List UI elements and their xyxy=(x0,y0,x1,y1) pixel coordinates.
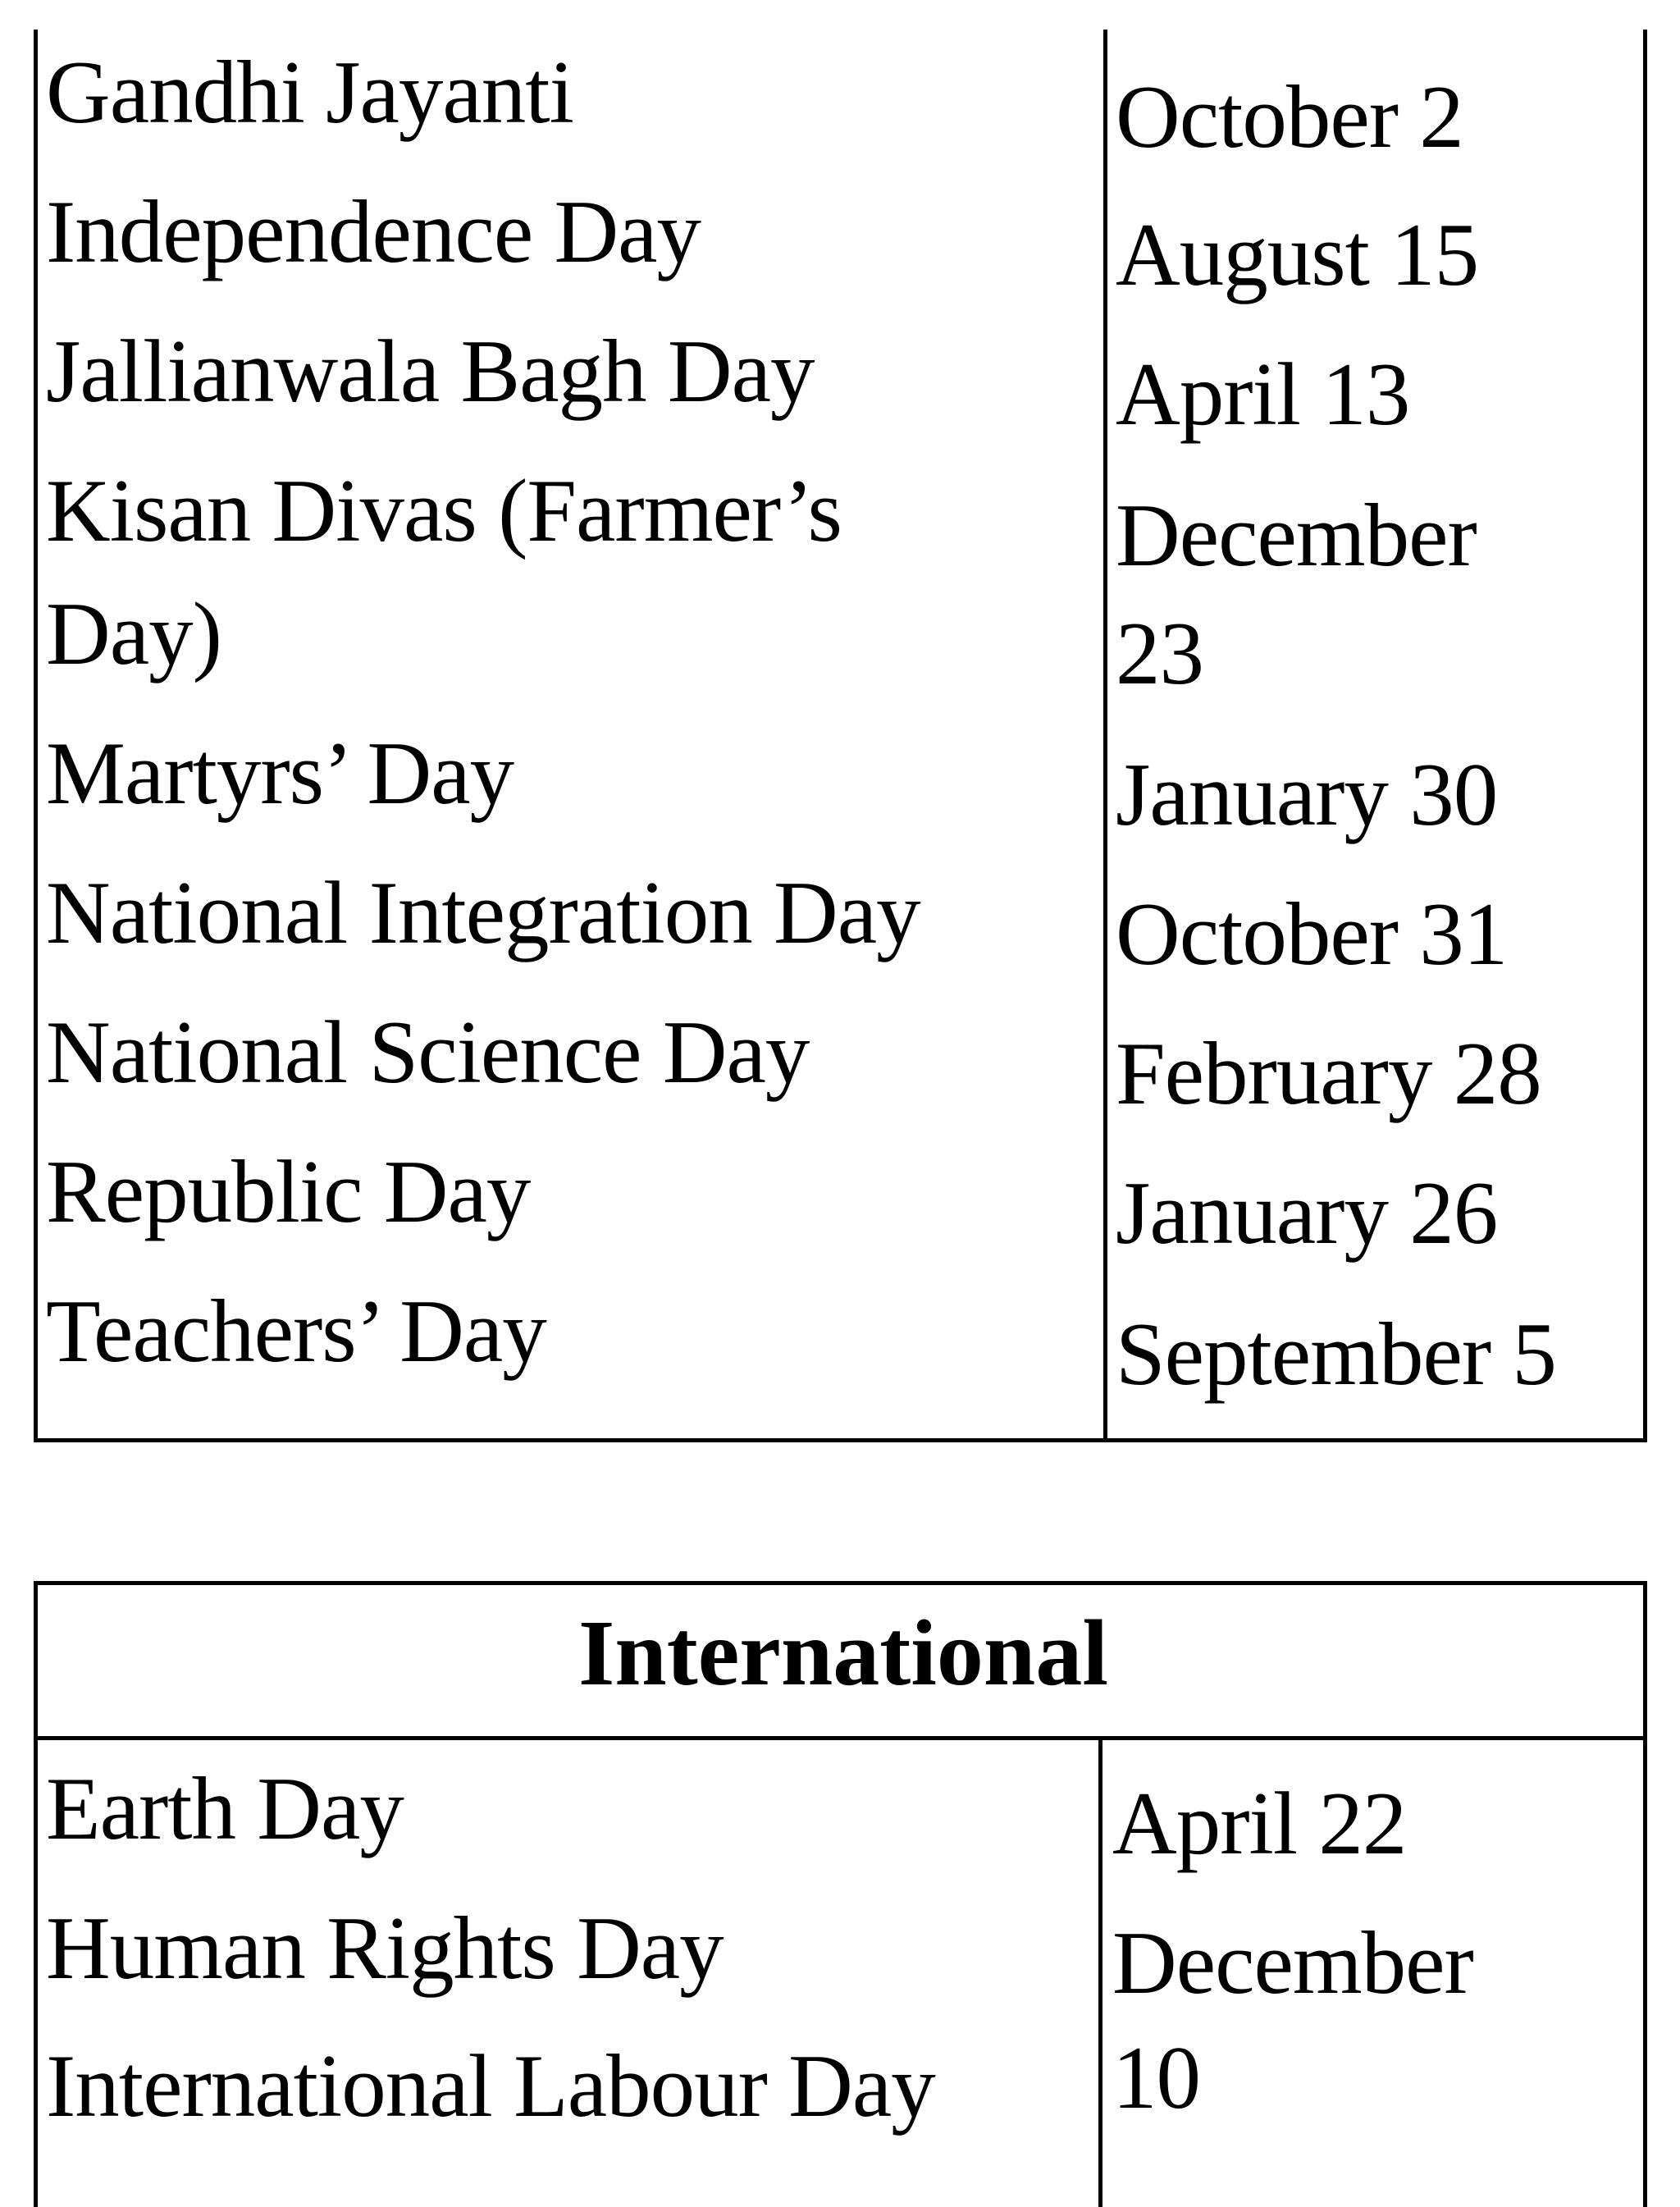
national-name-martyrs-day: Martyrs’ Day xyxy=(46,724,514,823)
national-name-teachers-day: Teachers’ Day xyxy=(46,1282,546,1381)
national-column-divider xyxy=(1103,30,1107,1442)
national-name-jallianwala-bagh-day: Jallianwala Bagh Day xyxy=(46,322,815,421)
international-top-border xyxy=(34,1581,1647,1585)
national-date-teachers-day: September 5 xyxy=(1116,1305,1556,1404)
national-date-independence-day: August 15 xyxy=(1116,205,1479,304)
national-name-kisan-divas-line2: Day) xyxy=(46,584,221,683)
national-date-national-integration-day: October 31 xyxy=(1116,884,1508,984)
international-heading-divider xyxy=(34,1736,1647,1740)
international-heading: International xyxy=(578,1601,1109,1705)
national-name-independence-day: Independence Day xyxy=(46,182,701,281)
national-date-republic-day: January 26 xyxy=(1116,1163,1498,1263)
national-name-kisan-divas-line1: Kisan Divas (Farmer’s xyxy=(46,461,842,560)
national-left-border xyxy=(34,30,38,1442)
international-column-divider xyxy=(1098,1736,1102,2207)
national-date-kisan-divas-line2: 23 xyxy=(1116,604,1203,703)
national-date-national-science-day: February 28 xyxy=(1116,1024,1541,1123)
national-date-gandhi-jayanti: October 2 xyxy=(1116,67,1463,167)
international-name-earth-day: Earth Day xyxy=(46,1759,404,1858)
international-date-human-rights-line1: December xyxy=(1112,1913,1473,2013)
national-name-national-integration-day: National Integration Day xyxy=(46,863,920,962)
national-bottom-border xyxy=(34,1438,1647,1442)
international-date-human-rights-line2: 10 xyxy=(1112,2028,1200,2127)
national-name-gandhi-jayanti: Gandhi Jayanti xyxy=(46,43,573,142)
national-date-kisan-divas-line1: December xyxy=(1116,486,1477,585)
international-date-earth-day: April 22 xyxy=(1112,1774,1407,1873)
national-right-border xyxy=(1643,30,1647,1442)
national-date-jallianwala-bagh-day: April 13 xyxy=(1116,345,1410,444)
national-name-national-science-day: National Science Day xyxy=(46,1003,810,1102)
international-name-human-rights-day: Human Rights Day xyxy=(46,1899,724,1998)
international-name-international-labour-day: International Labour Day xyxy=(46,2036,935,2136)
national-name-republic-day: Republic Day xyxy=(46,1142,531,1241)
national-date-martyrs-day: January 30 xyxy=(1116,745,1498,844)
